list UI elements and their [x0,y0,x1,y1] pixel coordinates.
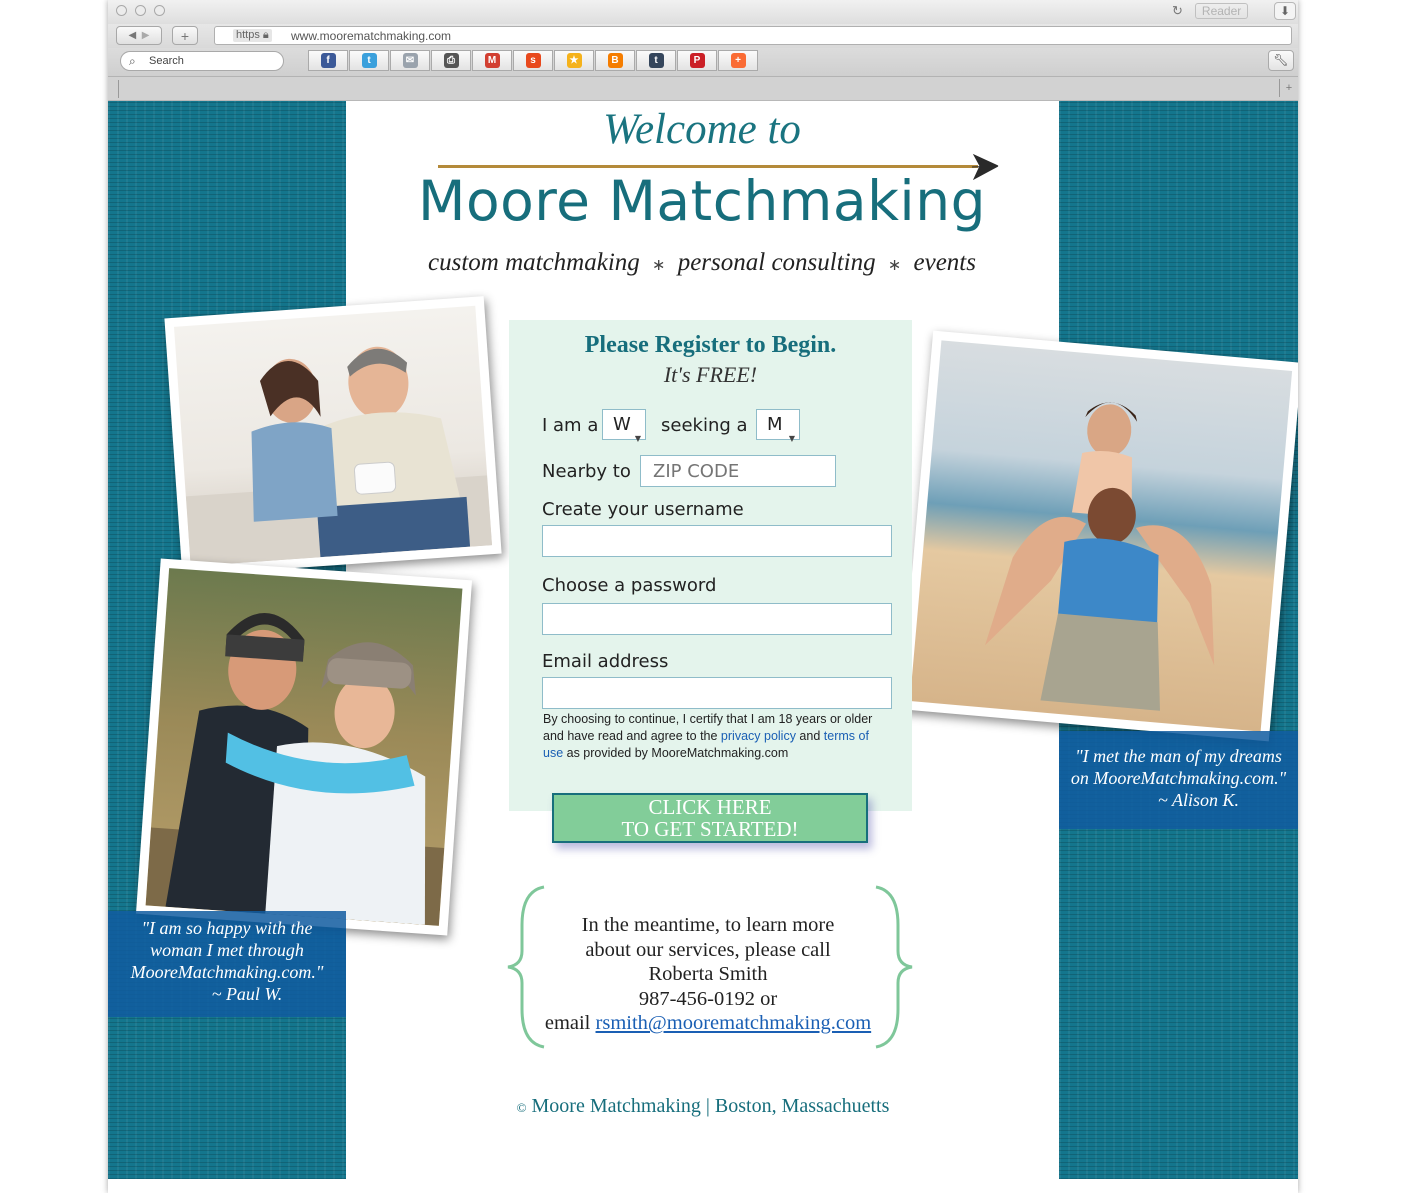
back-icon[interactable]: ◀ [128,30,137,41]
username-input[interactable] [542,525,892,557]
registration-form [509,320,912,811]
gender-value: W [613,414,631,435]
footer [408,1095,998,1118]
share-button[interactable] [677,50,717,71]
copyright-symbol: © [516,1100,527,1115]
testimonial-line: woman I met through [150,940,304,960]
share-button[interactable] [349,50,389,71]
close-window-button[interactable] [116,5,127,16]
title-bar [108,0,1298,25]
cta-line: TO GET STARTED! [621,817,799,841]
testimonial-left [108,911,346,1017]
seeking-select[interactable] [756,409,800,443]
search-placeholder: Search [149,55,184,67]
form-subtitle: It's FREE! [663,362,758,387]
contact-line: In the meantime, to learn more [581,914,835,936]
reader-label: Reader [1195,3,1248,19]
contact-name: Roberta Smith [648,963,768,985]
contact-email-link[interactable]: rsmith@moorematchmaking.com [595,1012,872,1034]
add-tab-icon[interactable]: + [1279,79,1298,97]
tab-divider [108,80,119,98]
password-input[interactable] [542,603,892,635]
brand-title: Moore Matchmaking [418,169,986,233]
tumblr-icon: t [649,53,664,68]
browser-window [108,0,1298,1193]
share-button[interactable] [636,50,676,71]
iam-label: I am a [542,415,599,436]
password-label: Choose a password [542,575,717,596]
tagline [346,249,1058,277]
wrench-icon[interactable]: 🔧︎ [1268,50,1294,71]
email-input[interactable] [542,677,892,709]
share-button[interactable] [308,50,348,71]
lock-icon: 🔒︎ [262,29,269,41]
tagline-item: personal consulting [677,249,876,276]
reload-icon[interactable]: ↻ [1172,3,1183,18]
testimonial-right [1059,731,1298,829]
winter-couple-photo [136,559,472,936]
print-icon: ⎙ [444,53,459,68]
dropdown-caret-icon: ▼ [788,434,795,443]
zoom-window-button[interactable] [154,5,165,16]
contact-email-row [538,1011,878,1036]
share-button[interactable] [431,50,471,71]
nearby-label: Nearby to [542,461,631,482]
back-forward-buttons[interactable] [116,26,162,45]
legal-text: By choosing to continue, I certify that I am 18 years or older and have read and agree to the privacy policy and terms of use as provided by MooreMatchmaking.com [543,712,873,760]
form-title: Please Register to Begin. [584,332,837,358]
https-badge: https 🔒︎ [233,29,272,42]
new-tab-button[interactable] [172,26,198,45]
share-button[interactable] [513,50,553,71]
share-button[interactable] [595,50,635,71]
beach-couple-photo [900,331,1298,742]
contact-phone: 987-456-0192 or [638,987,778,1010]
testimonial-attribution: ~ Alison K. [1158,790,1239,810]
testimonial-line: "I am so happy with the [141,918,313,938]
username-label: Create your username [542,499,744,520]
welcome-heading: Welcome to [603,106,801,153]
facebook-icon: f [321,53,336,68]
testimonial-line: MooreMatchmaking.com." [130,962,324,982]
testimonial-line: "I met the man of my dreams [1075,746,1282,766]
tagline-item: custom matchmaking [428,249,640,276]
footer-text: Moore Matchmaking | Boston, Massachuetts [531,1095,890,1117]
share-button[interactable] [390,50,430,71]
url-text[interactable]: www.moorematchmaking.com [291,29,452,43]
cta-line: CLICK HERE [648,795,772,819]
get-started-button[interactable] [552,793,868,843]
tab-bar [108,77,1298,101]
couple-sofa-photo [164,296,501,576]
minimize-window-button[interactable] [135,5,146,16]
share-button[interactable] [472,50,512,71]
downloads-icon[interactable]: ⬇ [1274,2,1296,20]
dropdown-caret-icon: ▼ [634,434,641,443]
gmail-icon: M [485,53,500,68]
privacy-policy-link[interactable]: privacy policy [720,729,796,743]
search-field[interactable] [120,51,284,71]
email-icon: ✉ [403,53,418,68]
forward-icon[interactable]: ▶ [141,30,150,41]
twitter-icon: t [362,53,377,68]
address-bar[interactable] [214,26,1292,45]
gender-select[interactable] [602,409,646,443]
share-button[interactable] [554,50,594,71]
bookmarks-bar [108,48,1298,77]
email-label: Email address [542,651,669,672]
seeking-value: M [767,414,783,435]
plus-icon: + [180,27,190,44]
stumbleupon-icon: s [526,53,541,68]
tagline-separator: ∗ [652,257,666,274]
favorites-icon: ★ [567,53,582,68]
testimonial-line: on MooreMatchmaking.com." [1070,768,1287,788]
tagline-item: events [913,249,976,276]
share-button[interactable] [718,50,758,71]
search-icon: ⌕ [129,54,136,68]
reader-button[interactable] [1172,2,1266,20]
tagline-separator: ∗ [887,257,902,274]
addthis-icon: + [731,53,746,68]
pinterest-icon: P [690,53,705,68]
email-prefix: email [544,1012,596,1034]
web-page [108,101,1298,1179]
arrow-divider [438,165,978,168]
blogger-icon: B [608,53,623,68]
seeking-label: seeking a [661,415,748,436]
terms-of-use-link[interactable]: terms of use [543,729,869,760]
zip-code-input[interactable] [640,455,836,487]
address-toolbar [108,24,1298,48]
contact-info [538,913,878,1036]
testimonial-attribution: ~ Paul W. [211,984,283,1004]
contact-line: about our services, please call [585,938,831,961]
